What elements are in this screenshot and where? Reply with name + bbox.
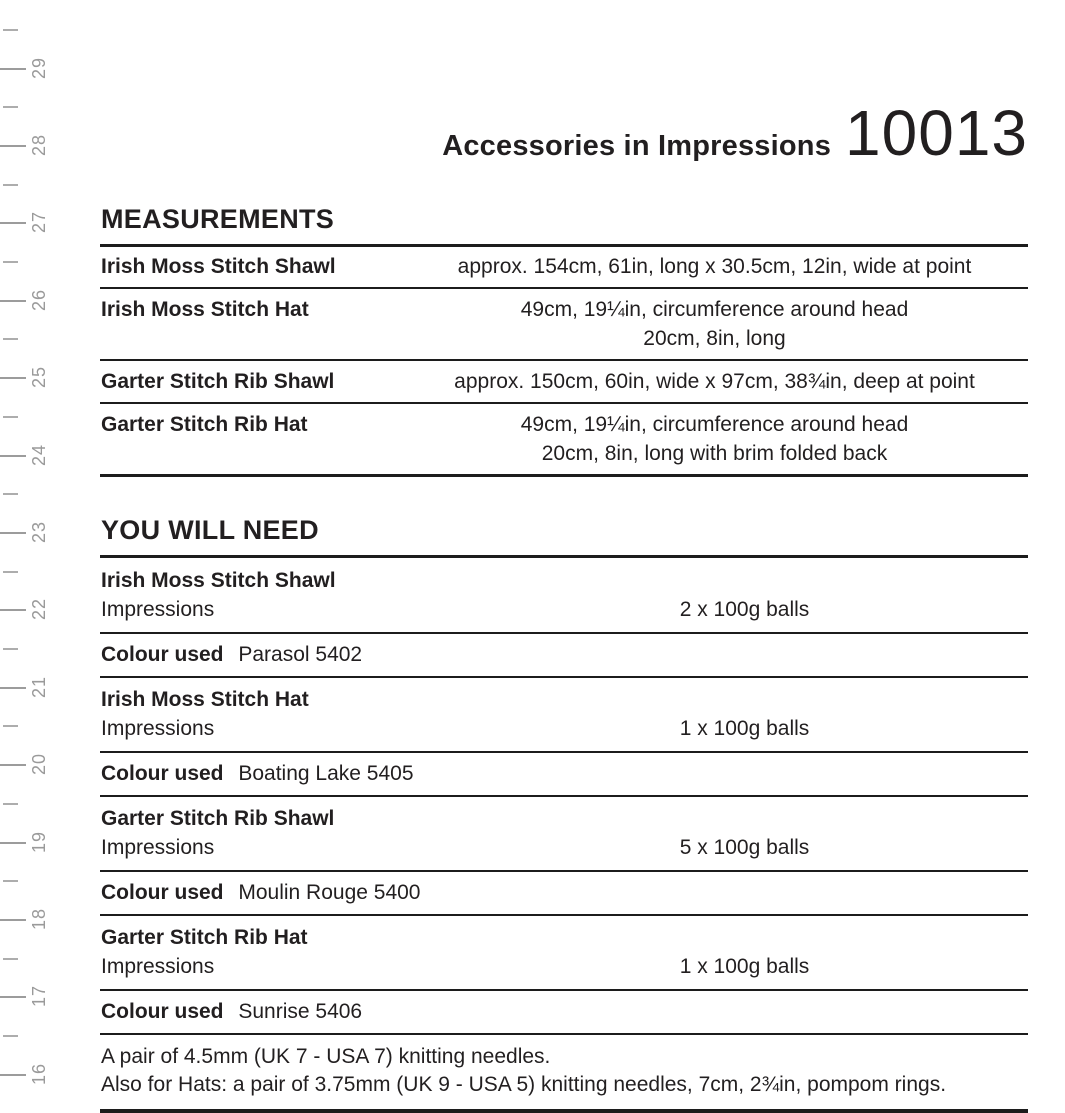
- measurement-detail-line: 20cm, 8in, long: [643, 327, 786, 350]
- ywn-quantity: 5 x 100g balls: [679, 836, 810, 859]
- ruler-number: 26: [28, 288, 49, 311]
- ruler-number: 28: [28, 133, 49, 156]
- ruler-number: 20: [28, 753, 49, 776]
- colour-used-value: Moulin Rouge 5400: [238, 881, 421, 904]
- measurement-row: [100, 361, 1028, 404]
- measurement-item-name: Irish Moss Stitch Shawl: [101, 255, 336, 278]
- ywn-yarn-name: Impressions: [101, 836, 215, 859]
- ruler-number: 18: [28, 907, 49, 930]
- ruler: [0, 0, 60, 1112]
- needles-note-line: Also for Hats: a pair of 3.75mm (UK 9 - USA 5) knitting needles, 7cm, 2¾in, pompom rings.: [101, 1073, 947, 1096]
- measurement-row: [100, 246, 1028, 289]
- measurement-details: [401, 410, 1028, 468]
- you-will-need-heading: YOU WILL NEED: [100, 515, 1028, 558]
- colour-used-row: [100, 991, 1028, 1035]
- ruler-number: 24: [28, 443, 49, 466]
- ywn-yarn-row: [101, 952, 1028, 981]
- ywn-quantity: 1 x 100g balls: [679, 955, 810, 978]
- measurement-item-name: Garter Stitch Rib Hat: [101, 413, 308, 436]
- colour-used-label: Colour used: [101, 881, 224, 904]
- ruler-number: 22: [28, 598, 49, 621]
- ruler-mid-tick: [3, 416, 18, 418]
- yarn-requirement-row: [100, 916, 1028, 991]
- colour-used-value: Parasol 5402: [238, 643, 363, 666]
- measurements-heading: MEASUREMENTS: [100, 204, 1028, 247]
- measurement-detail-line: 49cm, 19¼in, circumference around head: [520, 298, 909, 321]
- page-title: [100, 96, 1028, 170]
- pattern-collection-title: Accessories in Impressions: [442, 130, 832, 162]
- ruler-number: 21: [28, 675, 49, 698]
- ruler-mid-tick: [3, 880, 18, 882]
- pattern-number: 10013: [845, 97, 1028, 169]
- measurement-row: [100, 404, 1028, 477]
- ruler-number: 27: [28, 211, 49, 234]
- measurements-table: [100, 246, 1028, 477]
- ruler-number: 25: [28, 366, 49, 389]
- ruler-number: 23: [28, 520, 49, 543]
- ruler-mid-tick: [3, 803, 18, 805]
- colour-used-label: Colour used: [101, 1000, 224, 1023]
- measurement-detail-line: approx. 154cm, 61in, long x 30.5cm, 12in, wide at point: [457, 255, 972, 278]
- ywn-item-name: Irish Moss Stitch Hat: [101, 688, 309, 711]
- measurement-detail-line: approx. 150cm, 60in, wide x 97cm, 38¾in, deep at point: [454, 370, 975, 393]
- ruler-mid-tick: [3, 648, 18, 650]
- measurement-item-name: Garter Stitch Rib Shawl: [101, 370, 335, 393]
- colour-used-label: Colour used: [101, 643, 224, 666]
- needles-note: [100, 1035, 1028, 1113]
- ywn-yarn-row: [101, 714, 1028, 743]
- ruler-mid-tick: [3, 958, 18, 960]
- ywn-yarn-name: Impressions: [101, 955, 215, 978]
- measurement-detail-line: 49cm, 19¼in, circumference around head: [520, 413, 909, 436]
- ruler-number: 19: [28, 830, 49, 853]
- ywn-item-name: Garter Stitch Rib Hat: [101, 926, 308, 949]
- measurement-row: [100, 289, 1028, 361]
- colour-used-value: Sunrise 5406: [238, 1000, 363, 1023]
- needles-note-line: A pair of 4.5mm (UK 7 - USA 7) knitting needles.: [101, 1045, 551, 1068]
- yarn-requirement-row: [100, 559, 1028, 634]
- measurement-details: [401, 252, 1028, 281]
- ruler-mid-tick: [3, 571, 18, 573]
- ruler-mid-tick: [3, 725, 18, 727]
- colour-used-value: Boating Lake 5405: [238, 762, 414, 785]
- colour-used-row: [100, 634, 1028, 678]
- yarn-requirement-row: [100, 797, 1028, 872]
- ywn-item-name: Garter Stitch Rib Shawl: [101, 807, 335, 830]
- ruler-mid-tick: [3, 493, 18, 495]
- ywn-item-name: Irish Moss Stitch Shawl: [101, 569, 336, 592]
- measurement-detail-line: 20cm, 8in, long with brim folded back: [541, 442, 888, 465]
- you-will-need-table: [100, 559, 1028, 1113]
- colour-used-row: [100, 753, 1028, 797]
- measurement-details: [401, 367, 1028, 396]
- ruler-number: 17: [28, 985, 49, 1008]
- ywn-quantity: 2 x 100g balls: [679, 598, 810, 621]
- measurement-item-name: Irish Moss Stitch Hat: [101, 298, 309, 321]
- ruler-mid-tick: [3, 338, 18, 340]
- ruler-mid-tick: [3, 261, 18, 263]
- ruler-number: 29: [28, 56, 49, 79]
- yarn-requirement-row: [100, 678, 1028, 753]
- colour-used-row: [100, 872, 1028, 916]
- ruler-mid-tick: [3, 184, 18, 186]
- measurement-details: [401, 295, 1028, 353]
- ywn-quantity: 1 x 100g balls: [679, 717, 810, 740]
- ywn-yarn-name: Impressions: [101, 717, 215, 740]
- ruler-number: 16: [28, 1062, 49, 1085]
- ywn-yarn-name: Impressions: [101, 598, 215, 621]
- ywn-yarn-row: [101, 595, 1028, 624]
- ruler-mid-tick: [3, 29, 18, 31]
- ruler-mid-tick: [3, 1035, 18, 1037]
- ywn-yarn-row: [101, 833, 1028, 862]
- colour-used-label: Colour used: [101, 762, 224, 785]
- ruler-mid-tick: [3, 106, 18, 108]
